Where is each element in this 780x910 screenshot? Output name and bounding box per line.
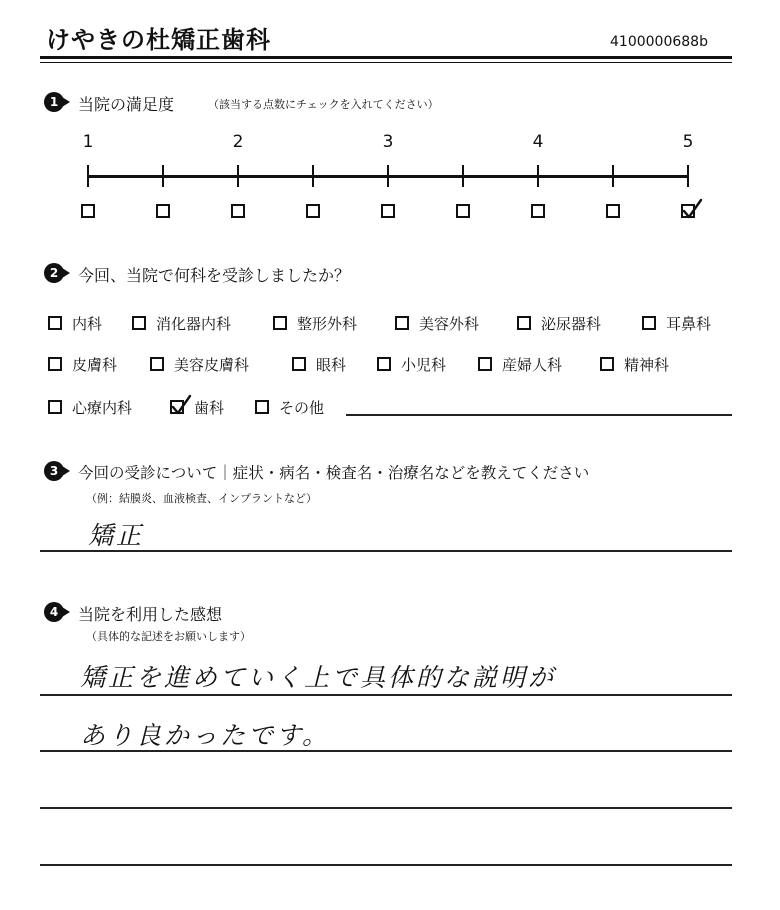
other-department-underline bbox=[346, 414, 732, 416]
q4-title: 当院を利用した感想 bbox=[78, 605, 223, 624]
q4-answer-line-3 bbox=[40, 807, 732, 809]
scale-tick bbox=[537, 165, 539, 187]
q2-title: 今回、当院で何科を受診しましたか？ bbox=[78, 266, 351, 285]
satisfaction-checkbox-2[interactable] bbox=[156, 204, 170, 218]
q4-handwritten-answer-line1[interactable]: 矯正を進めていく上で具体的な説明が bbox=[80, 663, 557, 692]
q2-arrow-icon bbox=[62, 268, 70, 278]
scale-tick bbox=[312, 165, 314, 187]
scale-tick bbox=[87, 165, 89, 187]
department-checkbox-1[interactable] bbox=[48, 316, 62, 330]
department-checkbox-3[interactable] bbox=[273, 316, 287, 330]
department-checkbox-11[interactable] bbox=[478, 357, 492, 371]
q3-note: （例：結膜炎、血液検査、インプラントなど） bbox=[86, 492, 317, 505]
scale-label-1: 1 bbox=[82, 132, 94, 152]
department-checkbox-5[interactable] bbox=[517, 316, 531, 330]
department-label: 眼科 bbox=[316, 356, 347, 374]
satisfaction-checkbox-9[interactable] bbox=[681, 204, 695, 218]
department-checkbox-4[interactable] bbox=[395, 316, 409, 330]
department-label: 心療内科 bbox=[72, 399, 133, 417]
department-label: 内科 bbox=[72, 315, 103, 333]
department-checkbox-9[interactable] bbox=[292, 357, 306, 371]
satisfaction-checkbox-5[interactable] bbox=[381, 204, 395, 218]
department-checkbox-14[interactable] bbox=[170, 400, 184, 414]
q4-handwritten-answer-line2[interactable]: あり良かったです。 bbox=[80, 721, 331, 750]
scale-tick bbox=[462, 165, 464, 187]
department-checkbox-6[interactable] bbox=[642, 316, 656, 330]
scale-label-2: 2 bbox=[232, 132, 244, 152]
department-label: 精神科 bbox=[624, 356, 670, 374]
satisfaction-checkbox-8[interactable] bbox=[606, 204, 620, 218]
q3-number-badge: 3 bbox=[44, 461, 64, 481]
q4-answer-line-1 bbox=[40, 694, 732, 696]
department-label: その他 bbox=[279, 399, 325, 417]
form-code: 4100000688b bbox=[610, 34, 708, 50]
department-checkbox-13[interactable] bbox=[48, 400, 62, 414]
q4-number-badge: 4 bbox=[44, 602, 64, 622]
department-label: 皮膚科 bbox=[72, 356, 118, 374]
scale-tick bbox=[612, 165, 614, 187]
scale-label-5: 5 bbox=[682, 132, 694, 152]
q1-number-badge: 1 bbox=[44, 92, 64, 112]
department-label: 消化器内科 bbox=[156, 315, 232, 333]
satisfaction-checkbox-7[interactable] bbox=[531, 204, 545, 218]
department-label: 歯科 bbox=[194, 399, 225, 417]
q3-answer-line bbox=[40, 550, 732, 552]
department-label: 耳鼻科 bbox=[666, 315, 712, 333]
satisfaction-checkbox-3[interactable] bbox=[231, 204, 245, 218]
scale-tick bbox=[687, 165, 689, 187]
scale-tick bbox=[387, 165, 389, 187]
scale-tick bbox=[162, 165, 164, 187]
q4-answer-line-2 bbox=[40, 750, 732, 752]
department-label: 泌尿器科 bbox=[541, 315, 602, 333]
header-rule-thin bbox=[40, 62, 732, 63]
department-label: 美容外科 bbox=[419, 315, 480, 333]
department-label: 整形外科 bbox=[297, 315, 358, 333]
department-label: 産婦人科 bbox=[502, 356, 563, 374]
department-checkbox-10[interactable] bbox=[377, 357, 391, 371]
department-label: 小児科 bbox=[401, 356, 447, 374]
satisfaction-checkbox-1[interactable] bbox=[81, 204, 95, 218]
q1-note: （該当する点数にチェックを入れてください） bbox=[208, 98, 439, 111]
header-rule-thick bbox=[40, 56, 732, 59]
clinic-name: けやきの杜矯正歯科 bbox=[46, 26, 271, 54]
q3-handwritten-answer[interactable]: 矯正 bbox=[88, 521, 145, 550]
q1-title: 当院の満足度 bbox=[78, 95, 175, 114]
scale-label-4: 4 bbox=[532, 132, 544, 152]
department-checkbox-2[interactable] bbox=[132, 316, 146, 330]
department-checkbox-15[interactable] bbox=[255, 400, 269, 414]
department-checkbox-7[interactable] bbox=[48, 357, 62, 371]
scale-label-3: 3 bbox=[382, 132, 394, 152]
scale-tick bbox=[237, 165, 239, 187]
q3-title: 今回の受診について｜症状・病名・検査名・治療名などを教えてください bbox=[78, 464, 590, 482]
q1-arrow-icon bbox=[62, 97, 70, 107]
q4-note: （具体的な記述をお願いします） bbox=[86, 630, 251, 643]
q4-answer-line-4 bbox=[40, 864, 732, 866]
department-checkbox-12[interactable] bbox=[600, 357, 614, 371]
satisfaction-checkbox-4[interactable] bbox=[306, 204, 320, 218]
department-label: 美容皮膚科 bbox=[174, 356, 250, 374]
q4-arrow-icon bbox=[62, 607, 70, 617]
q3-arrow-icon bbox=[62, 466, 70, 476]
department-checkbox-8[interactable] bbox=[150, 357, 164, 371]
q2-number-badge: 2 bbox=[44, 263, 64, 283]
satisfaction-checkbox-6[interactable] bbox=[456, 204, 470, 218]
